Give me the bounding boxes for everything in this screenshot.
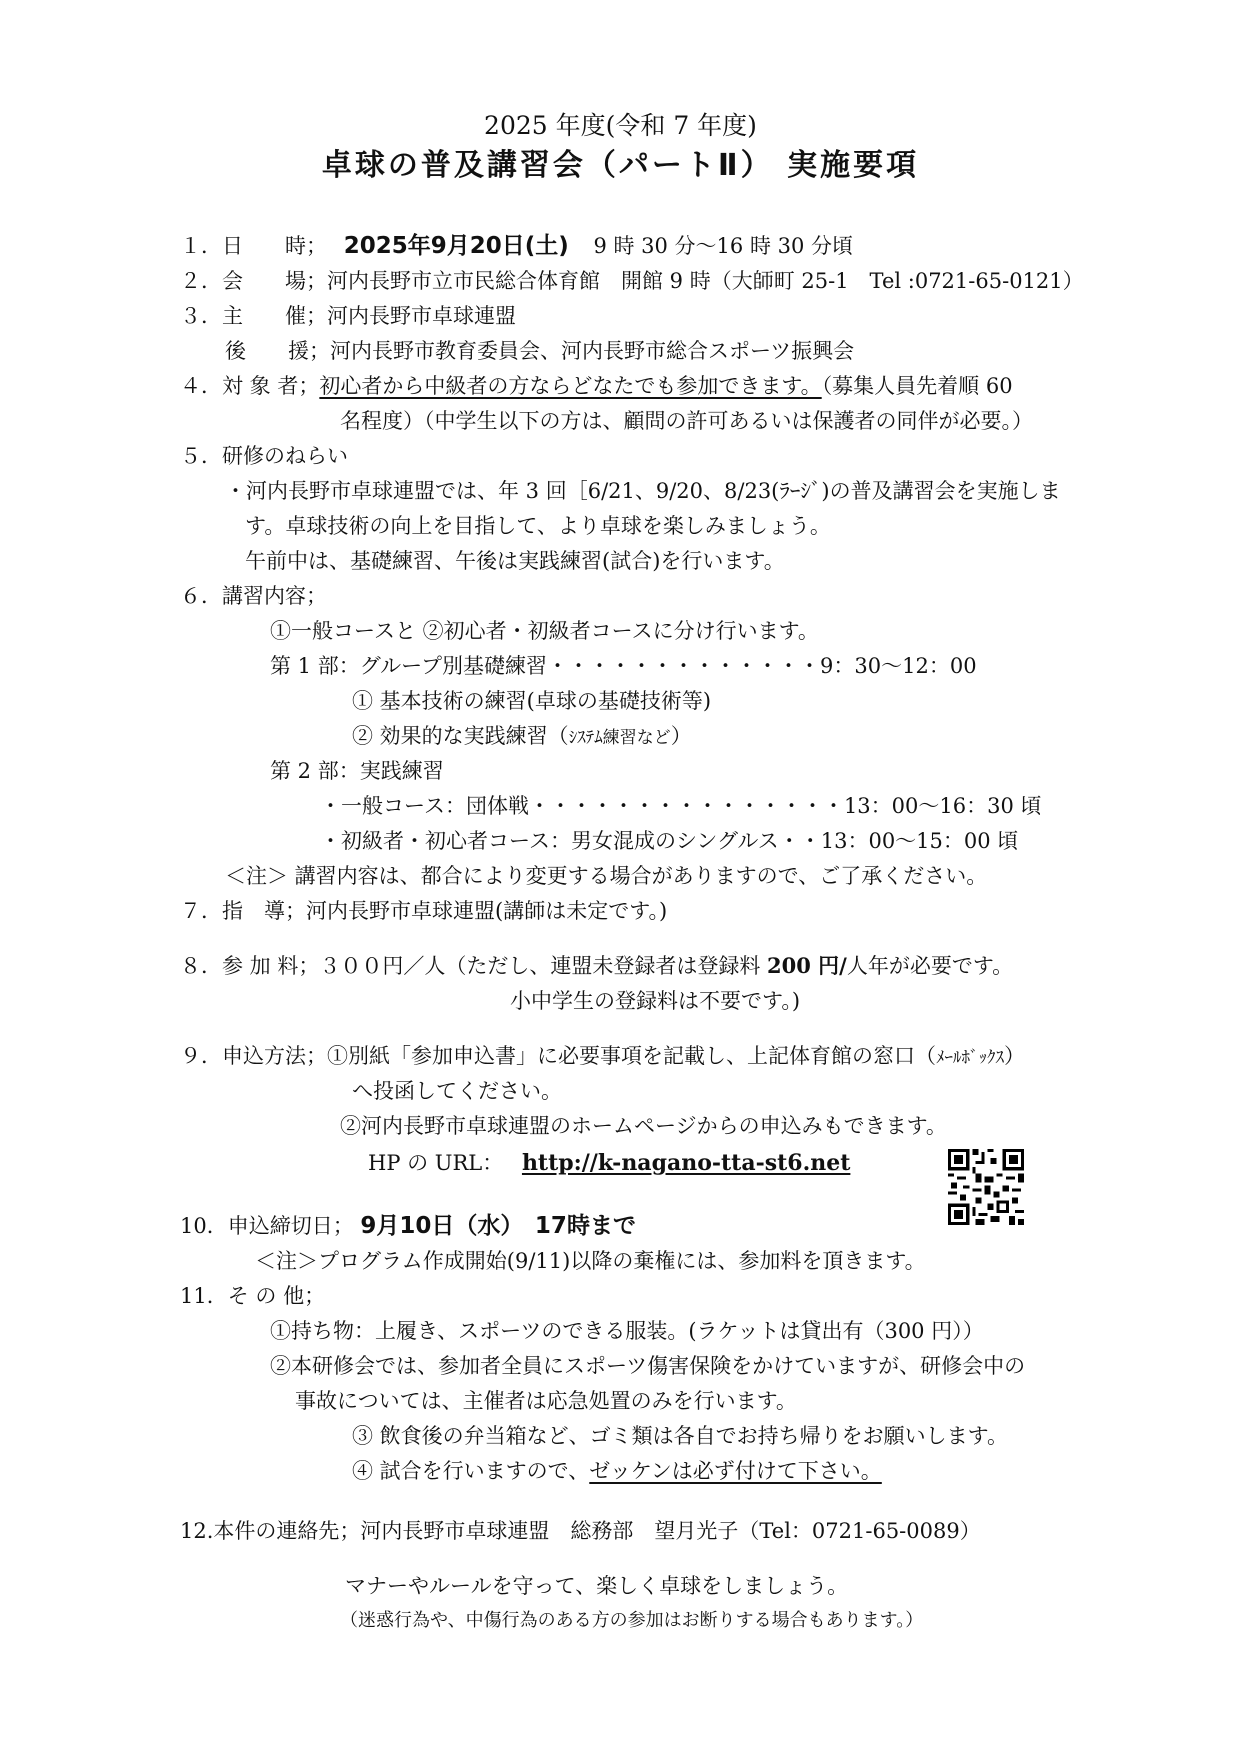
target-label: ４．対 象 者； [180, 374, 320, 398]
contact-row: 12.本件の連絡先；河内長野市卓球連盟 総務部 望月光子（Tel：0721-65-0089） [180, 1519, 981, 1543]
fee-text: ８．参 加 料；３００円／人（ただし、連盟未登録者は登録料 [180, 954, 768, 978]
event-date: 2025年9月20日(土) [343, 233, 569, 259]
host-row: ３．主 催；河内長野市卓球連盟 [180, 304, 516, 328]
apply-text: ９．申込方法；①別紙「参加申込書」に必要事項を記載し、上記体育館の窓口（ [180, 1044, 936, 1068]
other-label: 11．そ の 他； [180, 1284, 326, 1308]
target-row [180, 372, 1013, 400]
content-note: ＜注＞ 講習内容は、都合により変更する場合がありますので、ご了承ください。 [225, 864, 988, 888]
part1-item-b-small: ｼｽﾃﾑ練習など [568, 728, 671, 748]
instructor-row: ７．指 導；河内長野市卓球連盟(講師は未定です。) [180, 899, 668, 923]
date-label: １．日 時； [180, 234, 327, 258]
content-courses: ①一般コースと ②初心者・初級者コースに分け行います。 [270, 619, 819, 643]
hp-label: HP の URL： [368, 1151, 504, 1175]
fee-amount: 200 円/ [767, 953, 847, 978]
part1-item-a: ① 基本技術の練習(卓球の基礎技術等) [352, 689, 712, 713]
fee-text-end: 人年が必要です。 [846, 954, 1014, 978]
apply-row-2: へ投函してください。 [352, 1079, 562, 1103]
aim-label: ５．研修のねらい [180, 444, 348, 468]
other-item-4-text: ④ 試合を行いますので、 [352, 1459, 590, 1483]
part1-row: 第 1 部：グループ別基礎練習・・・・・・・・・・・・・9：30～12：00 [270, 654, 977, 678]
aim-line-3: 午前中は、基礎練習、午後は実践練習(試合)を行います。 [245, 549, 785, 573]
target-row-2: 名程度）（中学生以下の方は、顧問の許可あるいは保護者の同伴が必要。） [340, 409, 1033, 433]
part2-item-b: ・初級者・初心者コース：男女混成のシングルス・・13：00～15：00 頃 [320, 829, 1019, 853]
apply-row-3: ②河内長野市卓球連盟のホームページからの申込みもできます。 [340, 1114, 947, 1138]
other-item-4 [352, 1457, 882, 1485]
event-time: 9 時 30 分～16 時 30 分頃 [593, 234, 854, 258]
venue-row: ２．会 場；河内長野市立市民総合体育館 開館 9 時（大師町 25-1 Tel :0721-65-0121） [180, 269, 1084, 293]
part1-item-b-text: ② 効果的な実践練習（ [352, 724, 569, 748]
apply-row [180, 1042, 1025, 1072]
part2-row: 第 2 部：実践練習 [270, 759, 444, 783]
other-item-2: ②本研修会では、参加者全員にスポーツ傷害保険をかけていますが、研修会中の [270, 1354, 1026, 1378]
hp-url-link[interactable]: http://k-nagano-tta-st6.net [521, 1150, 851, 1176]
support-row: 後 援；河内長野市教育委員会、河内長野市総合スポーツ振興会 [225, 339, 855, 363]
hp-row [368, 1149, 850, 1177]
part1-item-b [352, 722, 692, 752]
deadline-row [180, 1212, 636, 1240]
date-row [180, 232, 853, 260]
fee-row-2: 小中学生の登録料は不要です。) [510, 989, 801, 1013]
deadline-date: 9月10日（水） 17時まで [360, 1213, 636, 1239]
aim-line-1: ・河内長野市卓球連盟では、年 3 回［6/21、9/20、8/23(ﾗｰｼﾞ)の普及講習会を実施しま [225, 479, 1061, 503]
other-item-4-underlined: ゼッケンは必ず付けて下さい。 [589, 1459, 882, 1483]
deadline-note: ＜注＞プログラム作成開始(9/11)以降の棄権には、参加料を頂きます。 [255, 1249, 926, 1273]
apply-small: ﾒｰﾙﾎﾞｯｸｽ [936, 1048, 1004, 1068]
target-underlined: 初心者から中級者の方ならどなたでも参加できます。 [319, 374, 822, 398]
apply-close: ） [1004, 1044, 1025, 1068]
other-item-2b: 事故については、主催者は応急処置のみを行います。 [295, 1389, 797, 1413]
document-title: 卓球の普及講習会（パートⅡ） 実施要項 [321, 148, 920, 183]
other-item-1: ①持ち物：上履き、スポーツのできる服装。(ラケットは貸出有（300 円）） [270, 1319, 984, 1343]
other-item-3: ③ 飲食後の弁当箱など、ゴミ類は各自でお持ち帰りをお願いします。 [352, 1424, 1008, 1448]
year-heading: 2025 年度(令和 7 年度) [484, 111, 757, 140]
part1-item-b-close: ） [670, 724, 692, 748]
deadline-label: 10．申込締切日； [180, 1214, 354, 1238]
aim-line-2: す。卓球技術の向上を目指して、より卓球を楽しみましょう。 [245, 514, 831, 538]
content-label: ６．講習内容； [180, 584, 327, 608]
fee-row [180, 952, 1013, 980]
target-rest: （募集人員先着順 60 [821, 374, 1013, 398]
closing-line-2: （迷惑行為や、中傷行為のある方の参加はお断りする場合もあります。） [340, 1610, 924, 1631]
part2-item-a: ・一般コース：団体戦・・・・・・・・・・・・・・・13：00～16：30 頃 [320, 794, 1042, 818]
qr-code-icon [948, 1149, 1024, 1225]
closing-line-1: マナーやルールを守って、楽しく卓球をしましょう。 [345, 1574, 849, 1598]
